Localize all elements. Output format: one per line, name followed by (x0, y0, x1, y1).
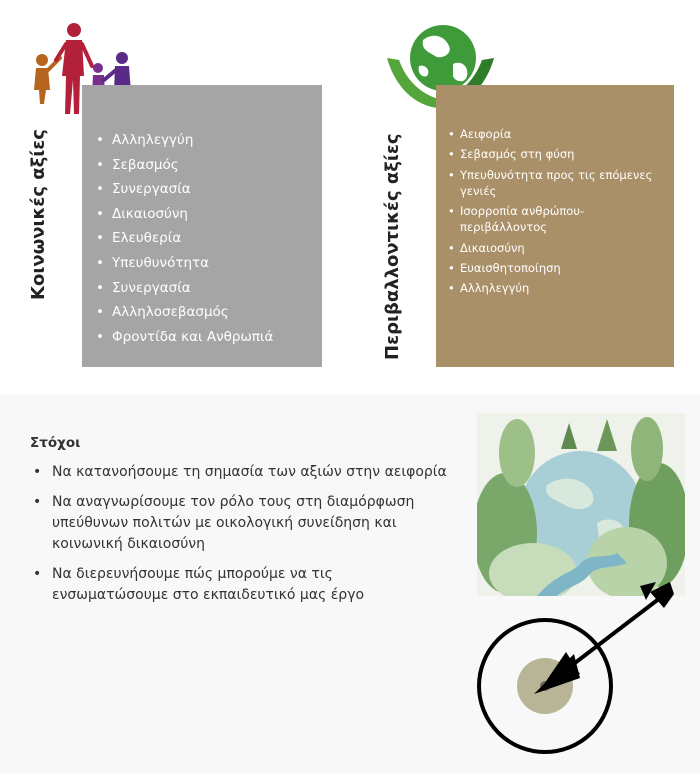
eco-globe-illustration (477, 413, 685, 596)
social-values-list (96, 128, 273, 349)
list-item: • Σεβασμός (96, 153, 273, 178)
environmental-values-title: Περιβαλλοντικές αξίες (382, 133, 403, 360)
social-values-title: Κοινωνικές αξίες (28, 129, 49, 300)
target-arrow-icon (470, 578, 685, 774)
list-item: • Αλληλεγγύη (96, 128, 273, 153)
list-item: • Να αναγνωρίσουμε τον ρόλο τους στη διαμόρφωση υπεύθυνων πολιτών με οικολογική συνείδηση και κοινωνική δικαιοσύνη (30, 492, 450, 555)
social-values-panel (82, 85, 322, 367)
list-item: • Αλληλοσεβασμός (96, 300, 273, 325)
list-item: • Δικαιοσύνη (96, 202, 273, 227)
list-item: • Αλληλεγγύη (448, 280, 670, 296)
list-item: • Να διερευνήσουμε πώς μπορούμε να τις ενσωματώσουμε στο εκπαιδευτικό μας έργο (30, 564, 450, 606)
goals-list (30, 462, 450, 615)
list-item: • Δικαιοσύνη (448, 240, 670, 256)
list-item: • Να κατανοήσουμε τη σημασία των αξιών στην αειφορία (30, 462, 450, 483)
list-item: • Υπευθυνότητα (96, 251, 273, 276)
list-item: • Ισορροπία ανθρώπου-περιβάλλοντος (448, 203, 670, 235)
environmental-values-list (448, 126, 670, 301)
list-item: • Ευαισθητοποίηση (448, 260, 670, 276)
list-item: • Υπευθυνότητα προς τις επόμενες γενιές (448, 167, 670, 199)
environmental-values-panel (436, 85, 674, 367)
goals-title: Στόχοι (30, 435, 81, 451)
list-item: • Συνεργασία (96, 276, 273, 301)
list-item: • Ελευθερία (96, 226, 273, 251)
list-item: • Συνεργασία (96, 177, 273, 202)
list-item: • Αειφορία (448, 126, 670, 142)
list-item: • Φροντίδα και Ανθρωπιά (96, 325, 273, 350)
list-item: • Σεβασμός στη φύση (448, 146, 670, 162)
